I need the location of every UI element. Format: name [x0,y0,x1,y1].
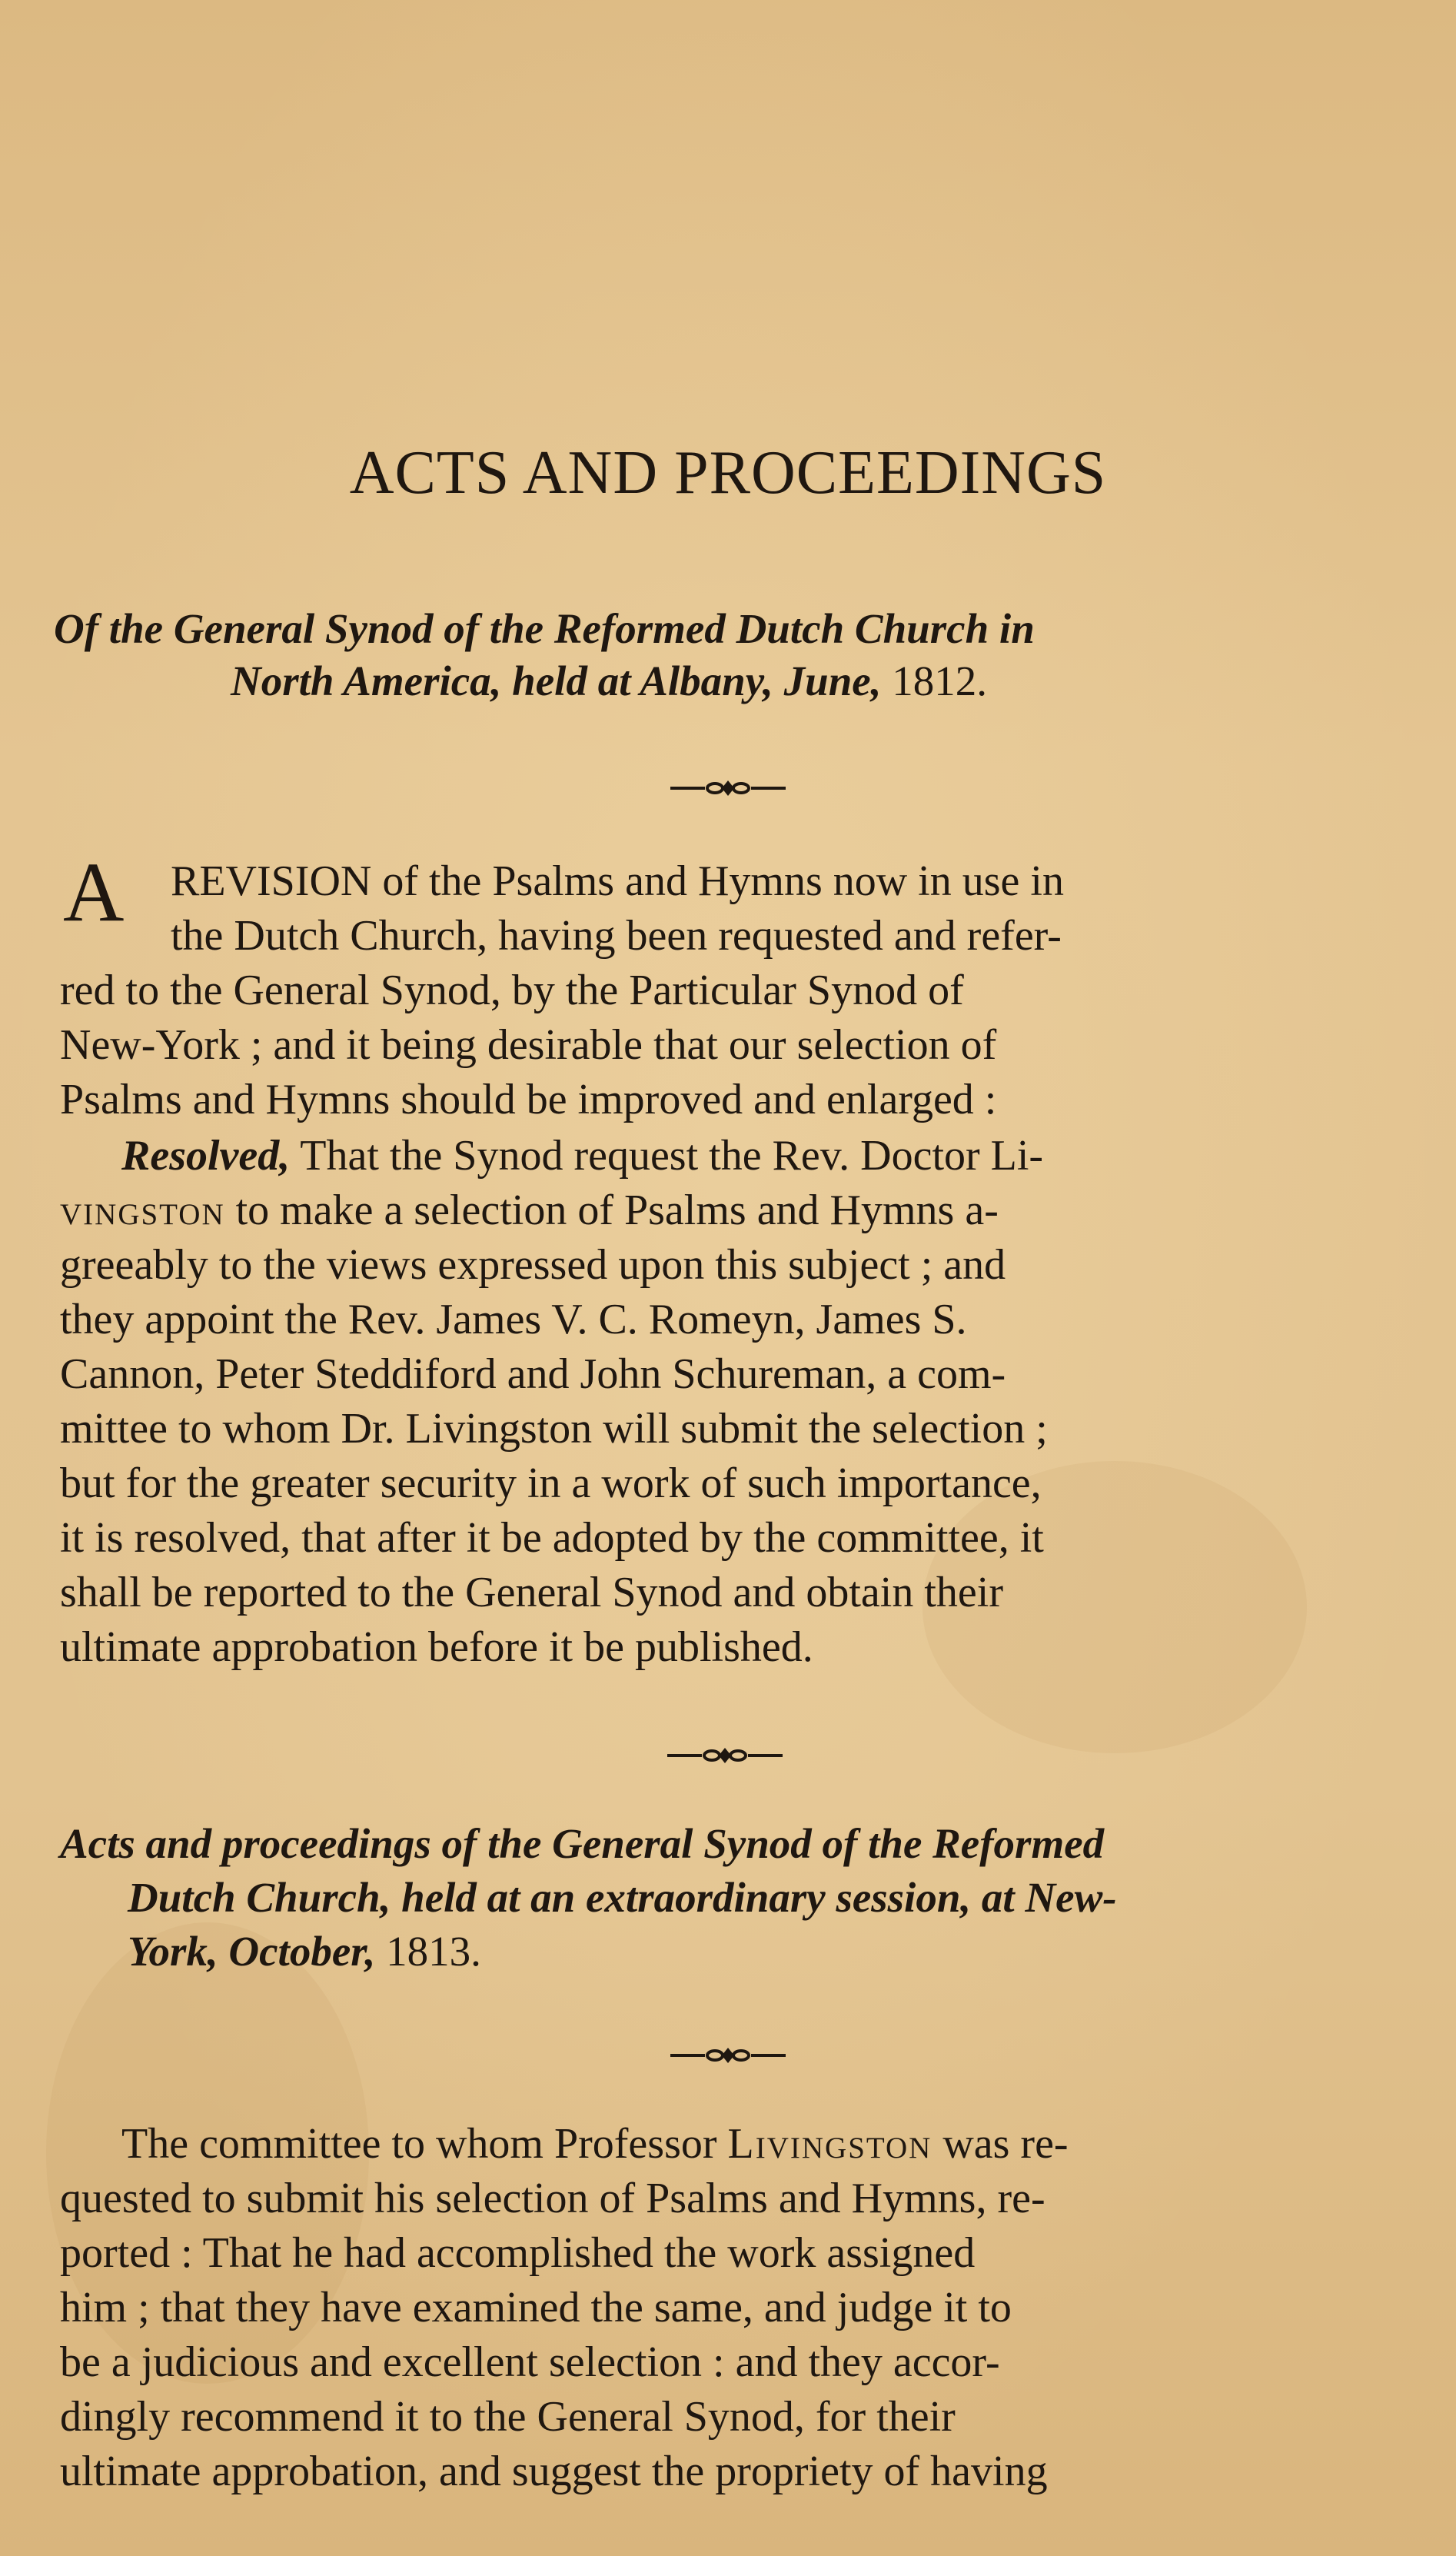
section2-heading-place: York, October, [128,1928,376,1975]
body-line: Psalms and Hymns should be improved and enlarged : [60,1076,997,1123]
body-line: greeably to the views expressed upon this subject ; and [60,1241,1006,1289]
body-line: REVISION of the Psalms and Hymns now in use in [171,857,1064,905]
body-line: him ; that they have examined the same, and judge it to [60,2284,1012,2331]
resolved-word: Resolved, [121,1132,291,1180]
body-line: ultimate approbation, and suggest the propriety of having [60,2448,1048,2495]
section2-heading-line3 [128,1928,481,1975]
resolved-line [121,1132,1044,1180]
body-line: quested to submit his selection of Psalms and Hymns, re- [60,2175,1045,2222]
section1-heading-line1: Of the General Synod of the Reformed Dutch Church in [54,605,1035,652]
body-line: but for the greater security in a work of such importance, [60,1459,1042,1507]
body-line: New-York ; and it being desirable that our selection of [60,1021,997,1069]
livingston-smallcaps: vingston [60,1186,225,1234]
body-line: mittee to whom Dr. Livingston will submit the selection ; [60,1405,1048,1453]
resolved-text: That the Synod request the Rev. Doctor Li- [290,1132,1044,1180]
livingston-smallcaps: Livingston [727,2120,932,2168]
body-line: ultimate approbation before it be published. [60,1623,813,1671]
drop-cap: A [63,845,125,939]
body-line: they appoint the Rev. James V. C. Romeyn, James S. [60,1296,967,1343]
section1-heading-line2 [231,657,987,704]
ornament-divider-icon [667,1744,783,1767]
body-line: the Dutch Church, having been requested and refer- [171,912,1062,960]
section2-heading-line2: Dutch Church, held at an extraordinary session, at New- [128,1874,1117,1921]
ornament-divider-icon [670,777,786,800]
page-title: ACTS AND PROCEEDINGS [349,439,1107,507]
body-line: dingly recommend it to the General Synod, for their [60,2393,956,2441]
body-line: ported : That he had accomplished the work assigned [60,2229,976,2277]
body-line: red to the General Synod, by the Particular Synod of [60,967,964,1014]
body-line-end: was re- [932,2120,1069,2168]
section1-heading-year: 1812. [892,657,987,704]
body-line-rest: to make a selection of Psalms and Hymns a- [224,1186,999,1234]
body-line [121,2120,1069,2168]
ornament-divider-icon [670,2044,786,2067]
section2-heading-line1: Acts and proceedings of the General Synod of the Reformed [60,1820,1105,1867]
section1-heading-place: North America, held at Albany, June, [231,657,882,704]
body-line-start: The committee to whom Professor [121,2120,728,2168]
body-line [60,1186,999,1234]
section2-heading-year: 1813. [386,1928,481,1975]
body-line: Cannon, Peter Steddiford and John Schureman, a com- [60,1350,1006,1398]
body-line: it is resolved, that after it be adopted by the committee, it [60,1514,1044,1562]
body-line: shall be reported to the General Synod and obtain their [60,1569,1003,1616]
body-line: be a judicious and excellent selection : and they accor- [60,2338,1000,2386]
